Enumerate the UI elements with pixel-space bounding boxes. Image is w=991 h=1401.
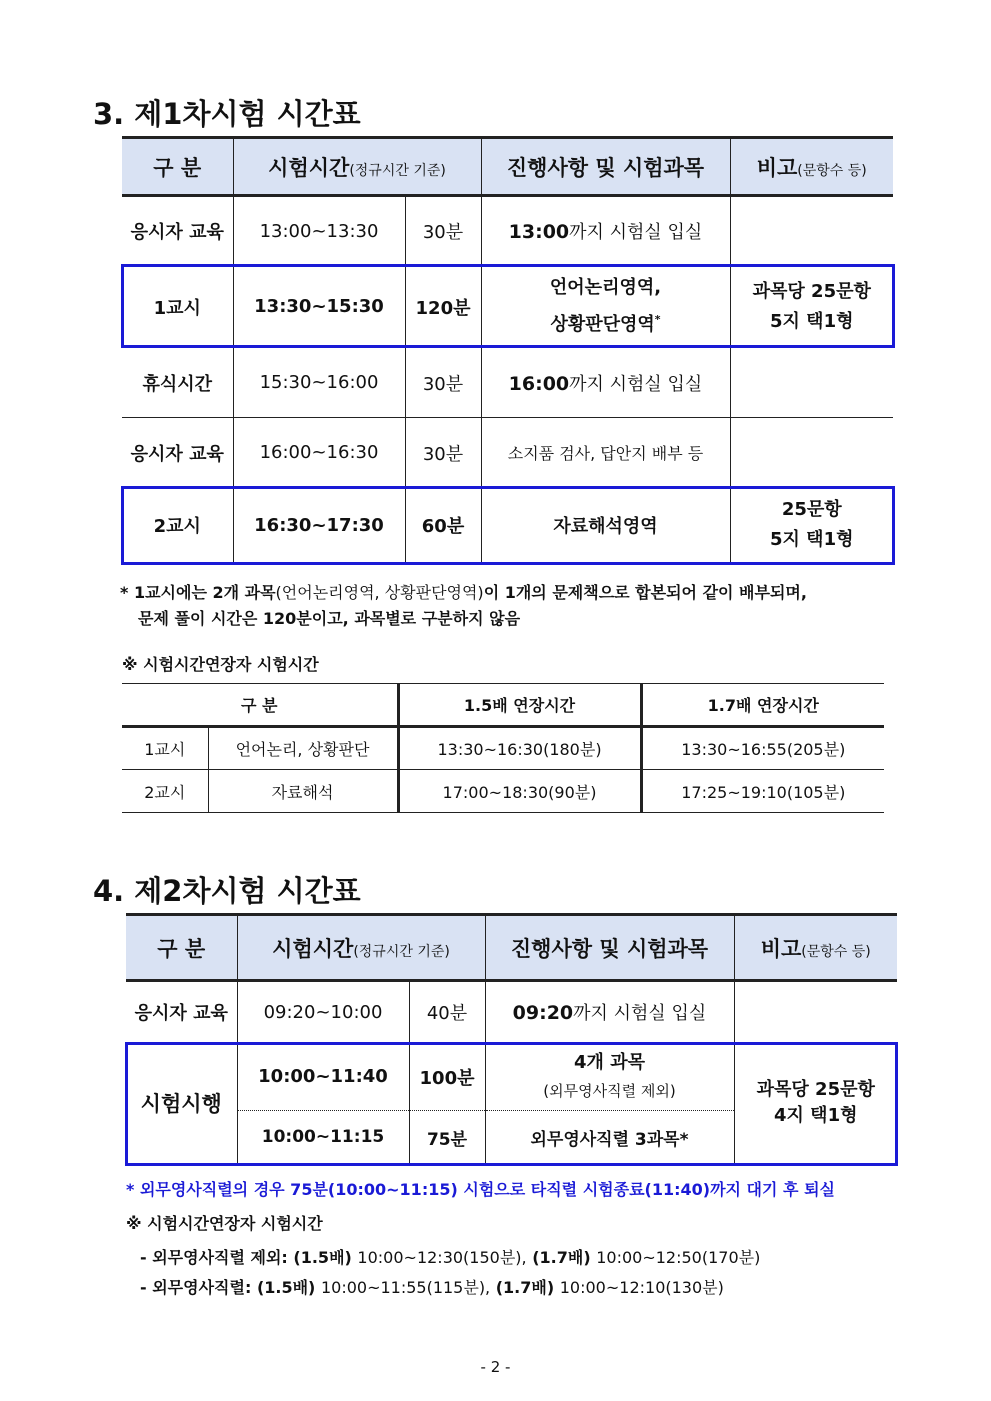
exam1-schedule-table: [122, 136, 893, 564]
row-division: 응시자 교육: [122, 418, 233, 488]
ext-header-1-5x: 1.5배 연장시간: [398, 684, 641, 727]
table-row: [126, 1043, 897, 1111]
exam2-footnote: * 외무영사직렬의 경우 75분(10:00~11:15) 시험으로 타직렬 시험종료(11:40)까지 대기 후 퇴실: [126, 1180, 835, 1199]
table-row: [122, 196, 893, 266]
row-progress: 소지품 검사, 답안지 배부 등: [481, 418, 730, 488]
row-duration: 40분: [409, 981, 485, 1043]
ext-1-7x-time: 17:25~19:10(105분): [681, 782, 846, 802]
header-progress: 진행사항 및 시험과목: [485, 915, 734, 981]
header-exam-time: 시험시간(정규시간 기준): [237, 915, 485, 981]
header-remarks: 비고(문항수 등): [730, 138, 893, 196]
row-remarks: [730, 418, 893, 488]
ext-period: 1교시: [122, 727, 208, 770]
row-remarks: 25문항 5지 택1형: [770, 499, 854, 551]
row-progress: 외무영사직렬 3과목*: [485, 1111, 734, 1164]
row-division: 휴식시간: [122, 348, 233, 418]
row-progress: 자료해석영역: [481, 488, 730, 564]
ext-time-line-1: - 외무영사직렬 제외: (1.5배) 10:00~12:30(150분), (1.7배) 10:00~12:50(170분): [140, 1248, 761, 1267]
row-time: 15:30~16:00: [233, 348, 405, 418]
row-duration: 75분: [409, 1111, 485, 1164]
row-duration: 30분: [405, 418, 481, 488]
page-number: - 2 -: [480, 1358, 511, 1376]
ext-1-7x-time: 13:30~16:55(205분): [681, 740, 846, 759]
row-duration: 30분: [405, 196, 481, 266]
row-remarks: 과목당 25문항 4지 택1형: [756, 1079, 875, 1127]
row-remarks: [734, 981, 897, 1043]
row-time: 13:00~13:30: [233, 196, 405, 266]
table-row: [122, 488, 893, 564]
row-duration: 100분: [409, 1043, 485, 1111]
section3-title: 3. 제1차시험 시간표: [93, 97, 361, 131]
ext-1-5x-time: 17:00~18:30(90분): [398, 770, 641, 813]
row-progress: 16:00까지 시험실 입실: [481, 348, 730, 418]
table-row: [122, 727, 884, 770]
row-time: 13:30~15:30: [233, 266, 405, 348]
row-time: 10:00~11:40: [237, 1043, 409, 1111]
row-division: 1교시: [122, 266, 233, 348]
row-duration: 60분: [405, 488, 481, 564]
period1-footnote: * 1교시에는 2개 과목(언어논리영역, 상황판단영역)이 1개의 문제책으로 합본되어 같이 배부되며, 문제 풀이 시간은 120분이고, 과목별로 구분하지 않음: [120, 583, 807, 628]
row-progress: 09:20까지 시험실 입실: [485, 981, 734, 1043]
row-progress: 언어논리영역, 상황판단영역*: [481, 266, 730, 348]
row-division: 시험시행: [126, 1043, 237, 1164]
ext-time-table: [122, 683, 884, 813]
exam2-schedule-table: [126, 913, 897, 1164]
table-row: [122, 770, 884, 813]
table-row: [122, 418, 893, 488]
row-time: 16:00~16:30: [233, 418, 405, 488]
ext-subject: 언어논리, 상황판단: [208, 727, 398, 770]
ext-subject: 자료해석: [208, 770, 398, 813]
row-division: 응시자 교육: [126, 981, 237, 1043]
table-row: [122, 348, 893, 418]
table-row: [126, 981, 897, 1043]
section4-title: 4. 제2차시험 시간표: [93, 874, 361, 908]
row-remarks: [730, 348, 893, 418]
header-exam-time: 시험시간(정규시간 기준): [233, 138, 481, 196]
row-progress: 4개 과목 (외무영사직렬 제외): [485, 1043, 734, 1111]
header-division: 구 분: [122, 138, 233, 196]
row-division: 응시자 교육: [122, 196, 233, 266]
header-division: 구 분: [126, 915, 237, 981]
row-division: 2교시: [122, 488, 233, 564]
ext-time-line-2: - 외무영사직렬: (1.5배) 10:00~11:55(115분), (1.7배) 10:00~12:10(130분): [140, 1278, 724, 1297]
row-progress: 13:00까지 시험실 입실: [481, 196, 730, 266]
row-time: 09:20~10:00: [237, 981, 409, 1043]
header-progress: 진행사항 및 시험과목: [481, 138, 730, 196]
row-duration: 120분: [405, 266, 481, 348]
ext-time-title: ※ 시험시간연장자 시험시간: [122, 655, 319, 674]
row-time: 16:30~17:30: [233, 488, 405, 564]
row-remarks: [730, 196, 893, 266]
row-remarks: 과목당 25문항 5지 택1형: [752, 280, 871, 332]
ext-period: 2교시: [122, 770, 208, 813]
ext-1-5x-time: 13:30~16:30(180분): [398, 727, 641, 770]
header-remarks: 비고(문항수 등): [734, 915, 897, 981]
table-row: [122, 266, 893, 348]
ext-header-1-7x: 1.7배 연장시간: [707, 696, 819, 715]
ext-header-division: 구 분: [122, 684, 398, 727]
row-duration: 30분: [405, 348, 481, 418]
ext-time-title-2: ※ 시험시간연장자 시험시간: [126, 1214, 323, 1233]
row-time: 10:00~11:15: [237, 1111, 409, 1164]
